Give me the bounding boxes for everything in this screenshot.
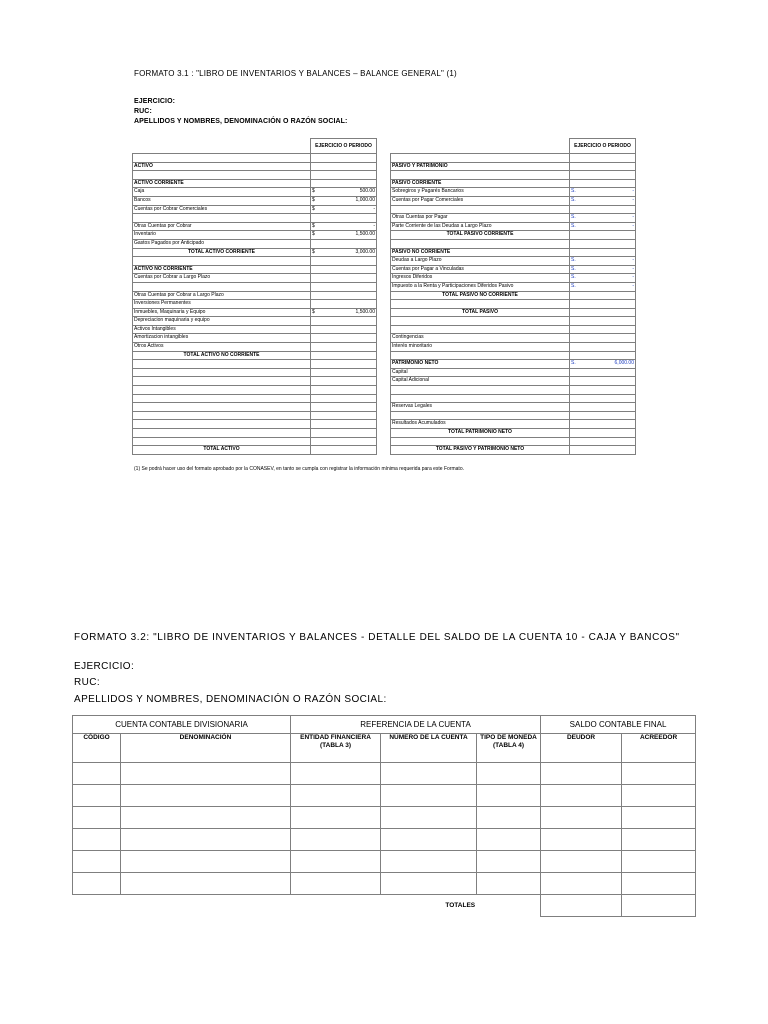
table-row — [73, 829, 696, 851]
activo-row-amount — [311, 437, 377, 446]
pasivo-row-label: Resultados Acumulados — [391, 420, 570, 429]
pasivo-row-label: Cuentas por Pagar a Vinculadas — [391, 265, 570, 274]
activo-row-label: Cuentas por Cobrar a Largo Plazo — [133, 274, 311, 283]
activo-row-label: Amortizacion intangibles — [133, 334, 311, 343]
activo-row-label: Inversiones Permanentes — [133, 300, 311, 309]
table-row — [73, 807, 696, 829]
referencia-cuenta-header: REFERENCIA DE LA CUENTA — [291, 716, 541, 734]
cuenta-divisionaria-header: CUENTA CONTABLE DIVISIONARIA — [73, 716, 291, 734]
pasivo-row-amount — [570, 257, 636, 266]
activo-row-amount — [311, 325, 377, 334]
activo-row-amount — [311, 394, 377, 403]
pasivo-row-label: Deudas a Largo Plazo — [391, 257, 570, 266]
pasivo-row — [391, 179, 636, 188]
activo-row-label: TOTAL ACTIVO — [133, 446, 311, 455]
pasivo-row-label: Contingencias — [391, 334, 570, 343]
activo-row-amount — [311, 308, 377, 317]
pasivo-row-label — [391, 239, 570, 248]
col-tipo-moneda: TIPO DE MONEDA (TABLA 4) — [477, 734, 541, 763]
activo-row — [133, 351, 377, 360]
activo-row-label — [133, 394, 311, 403]
activo-row-amount — [311, 403, 377, 412]
activo-row — [133, 265, 377, 274]
ejercicio-label: EJERCICIO: — [134, 98, 176, 105]
pasivo-row-label: TOTAL PASIVO CORRIENTE — [391, 231, 570, 240]
pasivo-row-amount — [570, 222, 636, 231]
activo-row-label: Inventario — [133, 231, 311, 240]
currency-symbol: S. — [571, 222, 576, 229]
pasivo-row-amount — [570, 394, 636, 403]
pasivo-row-amount — [570, 360, 636, 369]
activo-row — [133, 162, 377, 171]
pasivo-row-amount — [570, 351, 636, 360]
pasivo-row-label — [391, 411, 570, 420]
pasivo-row — [391, 360, 636, 369]
activo-row — [133, 231, 377, 240]
activo-row — [133, 325, 377, 334]
table-row — [73, 873, 696, 895]
activo-row-amount — [311, 214, 377, 223]
pasivo-row — [391, 368, 636, 377]
pasivo-row — [391, 282, 636, 291]
total-acreedor — [622, 895, 696, 917]
pasivo-row-label: Cuentas por Pagar Comerciales — [391, 196, 570, 205]
pasivo-row-label — [391, 205, 570, 214]
currency-symbol: S. — [571, 265, 576, 272]
table-row — [73, 785, 696, 807]
col-deudor: DEUDOR — [541, 734, 622, 763]
pasivo-row-label: TOTAL PASIVO — [391, 308, 570, 317]
amount-value: - — [632, 274, 634, 281]
activo-row — [133, 214, 377, 223]
pasivo-row-label: Otras Cuentas por Pagar — [391, 214, 570, 223]
amount-value: 1,500.00 — [355, 308, 375, 315]
pasivo-row-amount — [570, 317, 636, 326]
formato-3-1-title: FORMATO 3.1 : "LIBRO DE INVENTARIOS Y BALANCES – BALANCE GENERAL" (1) — [134, 69, 457, 78]
pasivo-row-amount — [570, 334, 636, 343]
activo-row-amount — [311, 171, 377, 180]
activo-row-amount — [311, 154, 377, 163]
activo-row-amount — [311, 386, 377, 395]
activo-row-amount — [311, 368, 377, 377]
pasivo-row-amount — [570, 239, 636, 248]
pasivo-row — [391, 300, 636, 309]
pasivo-period-header: EJERCICIO O PERIODO — [570, 139, 636, 154]
pasivo-row — [391, 351, 636, 360]
currency-symbol: S. — [571, 214, 576, 221]
activo-row — [133, 437, 377, 446]
activo-row — [133, 317, 377, 326]
pasivo-row-amount — [570, 274, 636, 283]
activo-row — [133, 429, 377, 438]
amount-value: 500.00 — [359, 188, 375, 195]
activo-row-amount — [311, 162, 377, 171]
pasivo-row — [391, 317, 636, 326]
activo-row — [133, 386, 377, 395]
activo-row-amount — [311, 420, 377, 429]
pasivo-row-amount — [570, 265, 636, 274]
pasivo-table — [390, 138, 636, 455]
col-acreedor: ACREEDOR — [622, 734, 696, 763]
activo-row — [133, 179, 377, 188]
pasivo-row-label — [391, 437, 570, 446]
activo-row — [133, 188, 377, 197]
activo-row-amount — [311, 282, 377, 291]
total-deudor — [541, 895, 622, 917]
activo-row — [133, 334, 377, 343]
activo-row-label: Otras Cuentas por Cobrar a Largo Plazo — [133, 291, 311, 300]
activo-row-amount — [311, 351, 377, 360]
amount-value: - — [632, 222, 634, 229]
activo-row-label: Otras Cuentas por Cobrar — [133, 222, 311, 231]
activo-row-label — [133, 257, 311, 266]
activo-row-label — [133, 368, 311, 377]
activo-row-label — [133, 386, 311, 395]
activo-row-label — [133, 437, 311, 446]
activo-row — [133, 420, 377, 429]
activo-row — [133, 368, 377, 377]
activo-row — [133, 154, 377, 163]
activo-row-label: Bancos — [133, 196, 311, 205]
pasivo-row-label: TOTAL PASIVO Y PATRIMONIO NETO — [391, 446, 570, 455]
currency-symbol: $ — [312, 248, 315, 255]
activo-row-label — [133, 377, 311, 386]
pasivo-row — [391, 377, 636, 386]
activo-row — [133, 343, 377, 352]
pasivo-row-amount — [570, 437, 636, 446]
amount-value: - — [373, 205, 375, 212]
activo-row-label: Otros Activos — [133, 343, 311, 352]
pasivo-row-amount — [570, 162, 636, 171]
amount-value: - — [632, 214, 634, 221]
pasivo-row — [391, 239, 636, 248]
pasivo-row-label — [391, 300, 570, 309]
activo-row-label: Gastos Pagados por Anticipado — [133, 239, 311, 248]
currency-symbol: S. — [571, 188, 576, 195]
pasivo-row — [391, 265, 636, 274]
activo-row-label — [133, 403, 311, 412]
pasivo-row — [391, 429, 636, 438]
pasivo-row-label: PASIVO Y PATRIMONIO — [391, 162, 570, 171]
activo-row-label — [133, 429, 311, 438]
pasivo-row-label: PASIVO NO CORRIENTE — [391, 248, 570, 257]
pasivo-row — [391, 274, 636, 283]
activo-row-amount — [311, 196, 377, 205]
ejercicio-label-2: EJERCICIO: — [74, 661, 135, 672]
activo-row-label: Depreciacion maquinaria y equipo — [133, 317, 311, 326]
col-numero-cuenta: NÚMERO DE LA CUENTA — [381, 734, 477, 763]
detalle-table — [72, 715, 696, 917]
pasivo-row-label — [391, 154, 570, 163]
pasivo-row-label: Impuesto a la Renta y Participaciones Diferidos Pasivo — [391, 282, 570, 291]
activo-row — [133, 377, 377, 386]
pasivo-row — [391, 214, 636, 223]
activo-row — [133, 360, 377, 369]
activo-row-label: ACTIVO NO CORRIENTE — [133, 265, 311, 274]
pasivo-row — [391, 386, 636, 395]
col-denominacion: DENOMINACIÓN — [121, 734, 291, 763]
pasivo-row-amount — [570, 429, 636, 438]
pasivo-row-amount — [570, 377, 636, 386]
activo-row-amount — [311, 179, 377, 188]
pasivo-row — [391, 420, 636, 429]
pasivo-row — [391, 291, 636, 300]
pasivo-row-label — [391, 325, 570, 334]
pasivo-row-amount — [570, 420, 636, 429]
currency-symbol: S. — [571, 360, 576, 367]
pasivo-row-amount — [570, 171, 636, 180]
activo-row-amount — [311, 317, 377, 326]
activo-row — [133, 308, 377, 317]
activo-row-amount — [311, 265, 377, 274]
activo-row-label — [133, 360, 311, 369]
activo-row-amount — [311, 239, 377, 248]
activo-row — [133, 248, 377, 257]
activo-row-amount — [311, 343, 377, 352]
pasivo-row-label: TOTAL PASIVO NO CORRIENTE — [391, 291, 570, 300]
footnote: (1) Se podrá hacer uso del formato aprobado por la CONASEV, en tanto se cumpla con registrar la información mínima requerida para este Formato. — [134, 466, 464, 472]
pasivo-row-amount — [570, 386, 636, 395]
pasivo-row — [391, 437, 636, 446]
pasivo-row-label — [391, 394, 570, 403]
activo-row-amount — [311, 274, 377, 283]
ruc-label: RUC: — [134, 108, 152, 115]
table-row — [73, 763, 696, 785]
activo-row — [133, 411, 377, 420]
activo-row — [133, 300, 377, 309]
activo-row — [133, 196, 377, 205]
pasivo-row-amount — [570, 403, 636, 412]
activo-row — [133, 205, 377, 214]
saldo-contable-header: SALDO CONTABLE FINAL — [541, 716, 696, 734]
pasivo-row — [391, 257, 636, 266]
pasivo-row-label: TOTAL PATRIMONIO NETO — [391, 429, 570, 438]
activo-row — [133, 282, 377, 291]
pasivo-row-amount — [570, 325, 636, 334]
pasivo-row — [391, 334, 636, 343]
totales-label: TOTALES — [445, 902, 476, 910]
razon-social-label: APELLIDOS Y NOMBRES, DENOMINACIÓN O RAZÓN SOCIAL: — [134, 118, 348, 125]
activo-row-label — [133, 214, 311, 223]
currency-symbol: S. — [571, 282, 576, 289]
pasivo-row-label: Interés minoritario — [391, 343, 570, 352]
pasivo-row — [391, 154, 636, 163]
ruc-label-2: RUC: — [74, 677, 101, 688]
pasivo-row — [391, 325, 636, 334]
activo-row — [133, 222, 377, 231]
amount-value: 3,000.00 — [355, 248, 375, 255]
activo-row-amount — [311, 429, 377, 438]
activo-row-label — [133, 420, 311, 429]
activo-row — [133, 257, 377, 266]
pasivo-row-amount — [570, 291, 636, 300]
currency-symbol: $ — [312, 188, 315, 195]
pasivo-row-amount — [570, 205, 636, 214]
pasivo-row — [391, 205, 636, 214]
activo-row — [133, 394, 377, 403]
pasivo-row — [391, 196, 636, 205]
amount-value: - — [632, 257, 634, 264]
currency-symbol: $ — [312, 205, 315, 212]
pasivo-row — [391, 222, 636, 231]
currency-symbol: $ — [312, 231, 315, 238]
amount-value: - — [632, 188, 634, 195]
currency-symbol: $ — [312, 308, 315, 315]
currency-symbol: $ — [312, 196, 315, 203]
activo-row-amount — [311, 222, 377, 231]
pasivo-row-amount — [570, 308, 636, 317]
pasivo-row-amount — [570, 446, 636, 455]
currency-symbol: S. — [571, 257, 576, 264]
pasivo-row — [391, 403, 636, 412]
activo-row-amount — [311, 411, 377, 420]
activo-row-amount — [311, 188, 377, 197]
activo-row — [133, 403, 377, 412]
pasivo-row-amount — [570, 154, 636, 163]
activo-row-amount — [311, 291, 377, 300]
formato-3-2-title: FORMATO 3.2: "LIBRO DE INVENTARIOS Y BALANCES - DETALLE DEL SALDO DE LA CUENTA 10 - CAJA Y BANCOS" — [74, 632, 680, 643]
pasivo-row-amount — [570, 282, 636, 291]
pasivo-row-label — [391, 317, 570, 326]
pasivo-row — [391, 231, 636, 240]
pasivo-row — [391, 446, 636, 455]
pasivo-row — [391, 411, 636, 420]
pasivo-row-label: Ingresos Diferidos — [391, 274, 570, 283]
pasivo-row — [391, 308, 636, 317]
pasivo-row-label — [391, 351, 570, 360]
activo-table — [132, 138, 377, 455]
activo-row — [133, 291, 377, 300]
col-codigo: CÓDIGO — [73, 734, 121, 763]
activo-row-amount — [311, 360, 377, 369]
amount-value: - — [632, 282, 634, 289]
pasivo-row-amount — [570, 196, 636, 205]
pasivo-row-amount — [570, 214, 636, 223]
currency-symbol: S. — [571, 196, 576, 203]
activo-row-amount — [311, 300, 377, 309]
activo-row — [133, 274, 377, 283]
activo-row-amount — [311, 248, 377, 257]
activo-row — [133, 239, 377, 248]
activo-period-header: EJERCICIO O PERIODO — [311, 139, 377, 154]
pasivo-row-amount — [570, 231, 636, 240]
activo-row-label: TOTAL ACTIVO NO CORRIENTE — [133, 351, 311, 360]
table-row — [73, 851, 696, 873]
pasivo-row-label: PATRIMONIO NETO — [391, 360, 570, 369]
pasivo-row — [391, 394, 636, 403]
pasivo-row-amount — [570, 179, 636, 188]
amount-value: - — [373, 222, 375, 229]
activo-row-label — [133, 411, 311, 420]
activo-row — [133, 171, 377, 180]
pasivo-row — [391, 162, 636, 171]
activo-row — [133, 446, 377, 455]
pasivo-row-amount — [570, 411, 636, 420]
pasivo-row-amount — [570, 368, 636, 377]
activo-row-amount — [311, 231, 377, 240]
activo-row-label — [133, 282, 311, 291]
pasivo-row-amount — [570, 343, 636, 352]
activo-row-label: Inmuebles, Maquinaria y Equipo — [133, 308, 311, 317]
amount-value: 1,500.00 — [355, 231, 375, 238]
amount-value: 6,000.00 — [614, 360, 634, 367]
activo-row-amount — [311, 257, 377, 266]
activo-row-label: ACTIVO — [133, 162, 311, 171]
pasivo-row-amount — [570, 300, 636, 309]
pasivo-row-label: Capital Adicional — [391, 377, 570, 386]
amount-value: - — [632, 196, 634, 203]
activo-row-label: Activos Intangibles — [133, 325, 311, 334]
pasivo-row-label: PASIVO CORRIENTE — [391, 179, 570, 188]
pasivo-row — [391, 343, 636, 352]
activo-row-label: TOTAL ACTIVO CORRIENTE — [133, 248, 311, 257]
activo-row-amount — [311, 446, 377, 455]
activo-header-blank — [133, 139, 311, 154]
pasivo-row-label — [391, 386, 570, 395]
pasivo-row-label: Reservas Legales — [391, 403, 570, 412]
activo-row-label: Cuentas por Cobrar Comerciales — [133, 205, 311, 214]
pasivo-row — [391, 171, 636, 180]
activo-row-amount — [311, 205, 377, 214]
pasivo-row-amount — [570, 248, 636, 257]
pasivo-row-label: Capital — [391, 368, 570, 377]
col-entidad-financiera: ENTIDAD FINANCIERA (TABLA 3) — [291, 734, 381, 763]
amount-value: - — [632, 265, 634, 272]
pasivo-row-amount — [570, 188, 636, 197]
activo-row-amount — [311, 334, 377, 343]
activo-row-amount — [311, 377, 377, 386]
pasivo-row-label: Parte Corriente de las Deudas a Largo Plazo — [391, 222, 570, 231]
activo-row-label — [133, 154, 311, 163]
currency-symbol: S. — [571, 274, 576, 281]
pasivo-row — [391, 248, 636, 257]
razon-social-label-2: APELLIDOS Y NOMBRES, DENOMINACIÓN O RAZÓN SOCIAL: — [74, 694, 387, 705]
pasivo-row-label: Sobregiros y Pagarés Bancarios — [391, 188, 570, 197]
activo-row-label — [133, 171, 311, 180]
currency-symbol: $ — [312, 222, 315, 229]
pasivo-row — [391, 188, 636, 197]
amount-value: 1,000.00 — [355, 196, 375, 203]
pasivo-header-blank — [391, 139, 570, 154]
activo-row-label: Caja — [133, 188, 311, 197]
activo-row-label: ACTIVO CORRIENTE — [133, 179, 311, 188]
pasivo-row-label — [391, 171, 570, 180]
